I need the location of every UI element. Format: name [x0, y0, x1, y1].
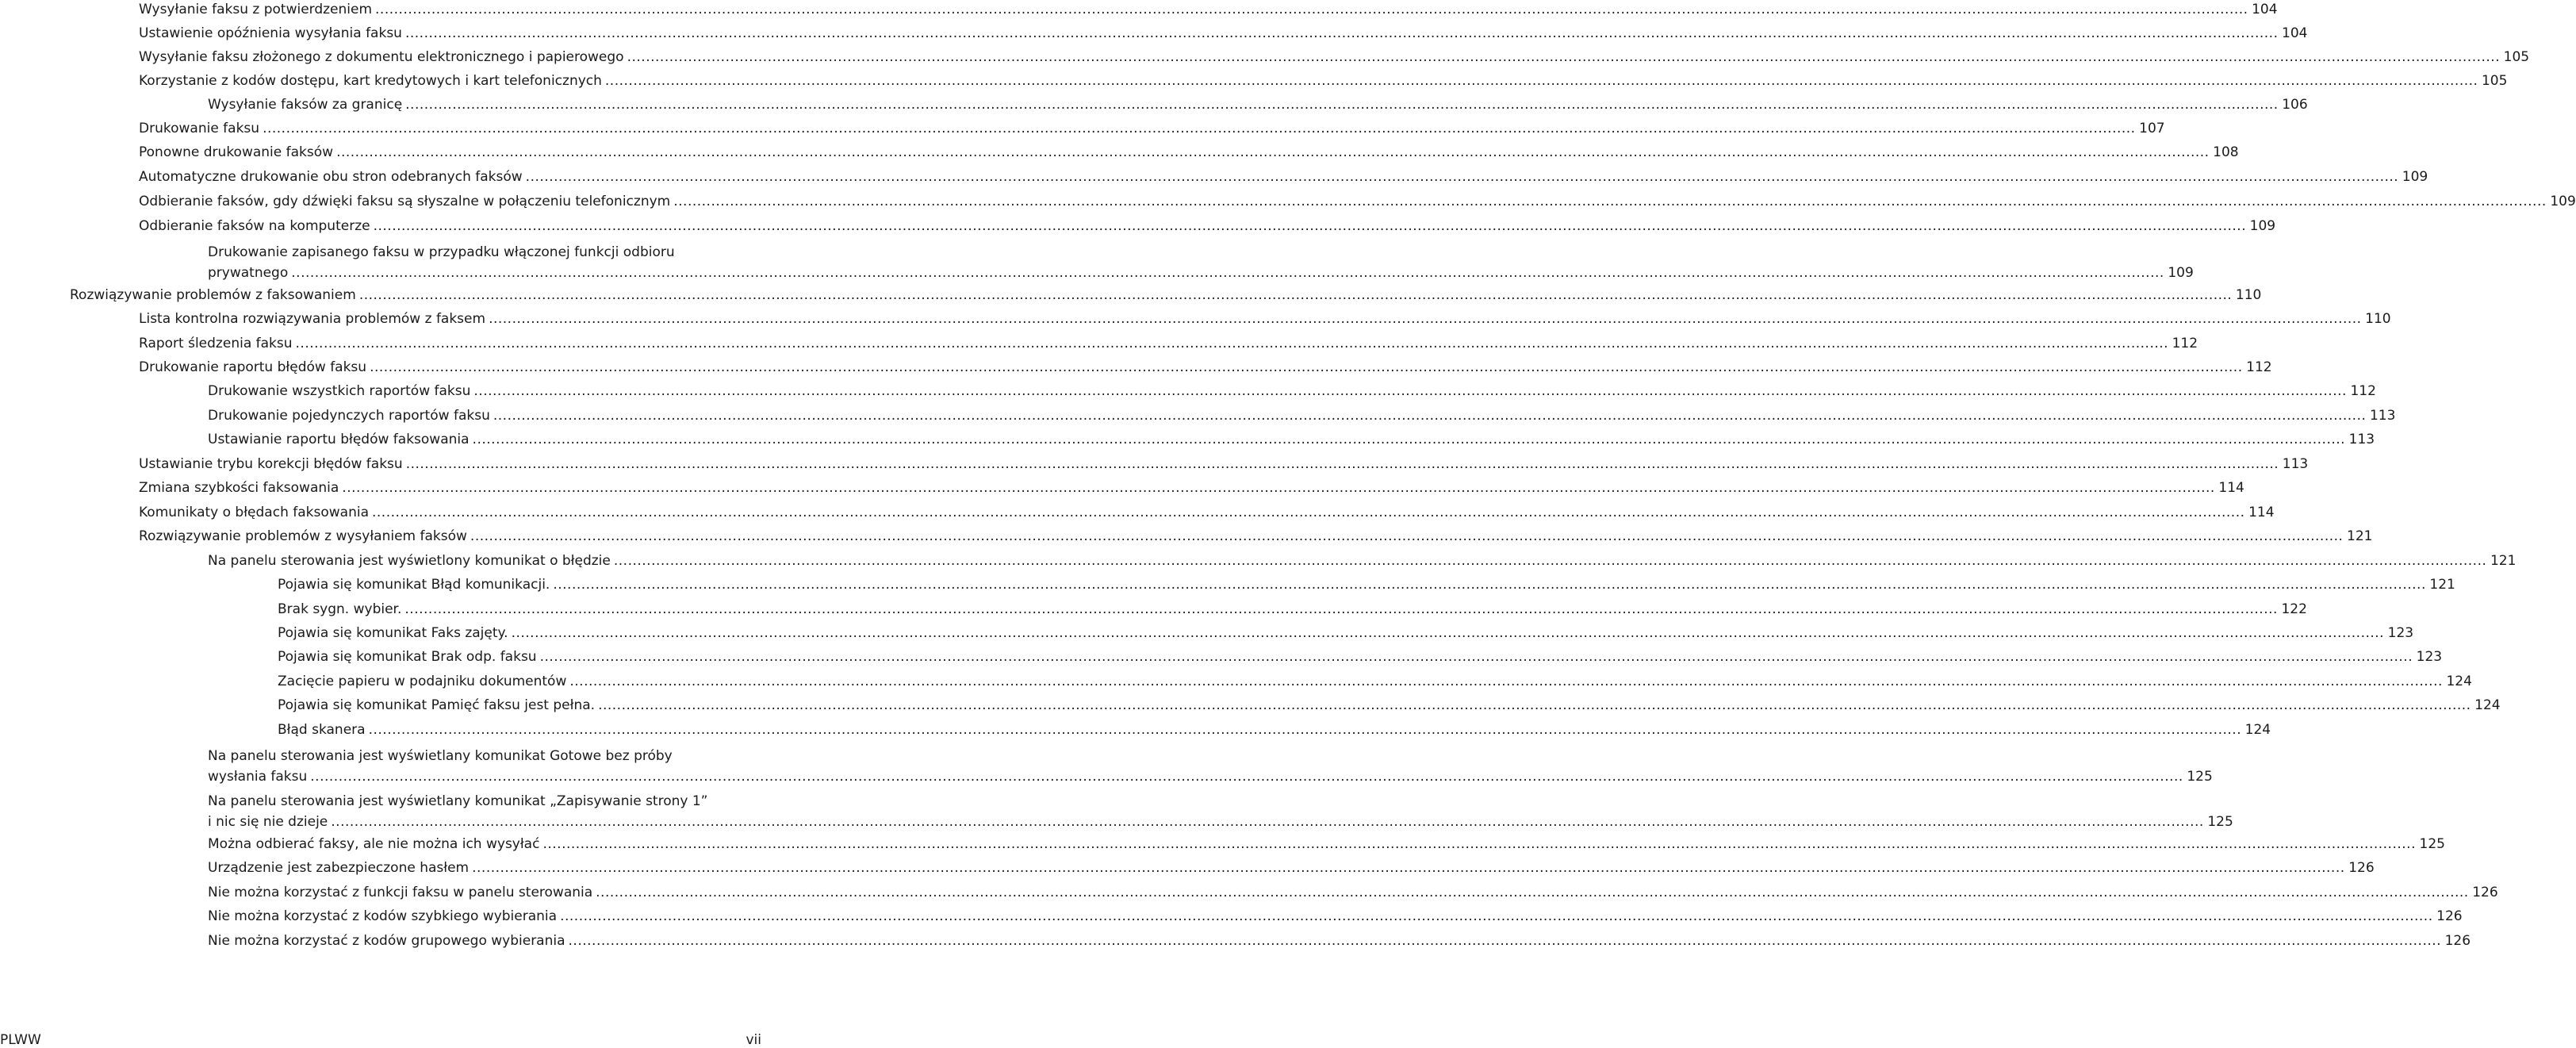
- toc-entry-title: Pojawia się komunikat Błąd komunikacji.: [278, 577, 550, 593]
- toc-entry-title: Nie można korzystać z kodów szybkiego wybierania: [208, 908, 558, 924]
- footer-language-code: PLWW: [0, 1032, 41, 1048]
- toc-entry-page: 113: [2348, 432, 2375, 447]
- toc-entry-title: Automatyczne drukowanie obu stron odebranych faksów: [139, 169, 523, 185]
- toc-entry[interactable]: [139, 480, 2244, 496]
- toc-entry-page: 109: [2249, 218, 2276, 234]
- dot-leader: ................................................................................................................................................................................................................................................................................................................................................................................................................: [295, 336, 2169, 351]
- toc-entry-page: 104: [2282, 25, 2308, 41]
- toc-entry-title-cont: i nic się nie dzieje: [208, 814, 328, 830]
- toc-entry[interactable]: [139, 194, 2576, 209]
- dot-leader: ................................................................................................................................................................................................................................................................................................................................................................................................................: [560, 908, 2433, 924]
- toc-entry-page: 109: [2550, 194, 2576, 209]
- toc-entry-title: Na panelu sterowania jest wyświetlany komunikat „Zapisywanie strony 1”: [208, 793, 708, 809]
- dot-leader: ................................................................................................................................................................................................................................................................................................................................................................................................................: [627, 49, 2501, 65]
- toc-entry-title: Odbieranie faksów, gdy dźwięki faksu są słyszalne w połączeniu telefonicznym: [139, 194, 671, 209]
- toc-entry-title: Komunikaty o błędach faksowania: [139, 505, 369, 520]
- toc-entry[interactable]: [278, 674, 2472, 689]
- toc-entry[interactable]: [208, 885, 2498, 900]
- dot-leader: ................................................................................................................................................................................................................................................................................................................................................................................................................: [405, 456, 2279, 472]
- toc-entry[interactable]: [139, 144, 2239, 160]
- toc-entry[interactable]: [208, 908, 2463, 924]
- toc-entry-title: Lista kontrolna rozwiązywania problemów z faksem: [139, 311, 486, 327]
- toc-entry[interactable]: [208, 97, 2308, 113]
- toc-entry[interactable]: [208, 242, 2194, 283]
- dot-leader: ................................................................................................................................................................................................................................................................................................................................................................................................................: [310, 769, 2183, 785]
- toc-entry[interactable]: [139, 528, 2373, 544]
- toc-entry-page: 114: [2248, 505, 2275, 520]
- toc-entry-page: 125: [2419, 836, 2445, 852]
- toc-entry[interactable]: [208, 553, 2517, 569]
- toc-entry-title: Brak sygn. wybier.: [278, 601, 402, 617]
- toc-entry[interactable]: [208, 746, 2213, 787]
- dot-leader: ................................................................................................................................................................................................................................................................................................................................................................................................................: [553, 577, 2426, 593]
- toc-entry-title: Drukowanie faksu: [139, 121, 260, 136]
- toc-entry[interactable]: [208, 860, 2375, 876]
- dot-leader: ................................................................................................................................................................................................................................................................................................................................................................................................................: [525, 169, 2399, 185]
- toc-entry[interactable]: [70, 287, 2262, 303]
- dot-leader: ................................................................................................................................................................................................................................................................................................................................................................................................................: [568, 933, 2442, 949]
- dot-leader: ................................................................................................................................................................................................................................................................................................................................................................................................................: [373, 218, 2247, 234]
- toc-entry-title: Na panelu sterowania jest wyświetlony komunikat o błędzie: [208, 553, 611, 569]
- toc-entry-title: Rozwiązywanie problemów z wysyłaniem faksów: [139, 528, 467, 544]
- toc-entry-page: 110: [2235, 287, 2262, 303]
- toc-entry-page: 113: [2369, 408, 2396, 424]
- dot-leader: ................................................................................................................................................................................................................................................................................................................................................................................................................: [372, 505, 2245, 520]
- toc-entry[interactable]: [208, 383, 2376, 399]
- toc-entry-title: Ponowne drukowanie faksów: [139, 144, 334, 160]
- toc-entry-title: Nie można korzystać z kodów grupowego wybierania: [208, 933, 565, 949]
- toc-entry-title: Pojawia się komunikat Faks zajęty.: [278, 625, 508, 641]
- toc-entry-page: 104: [2252, 2, 2278, 17]
- toc-entry-page: 110: [2365, 311, 2391, 327]
- toc-entry-title: Odbieranie faksów na komputerze: [139, 218, 370, 234]
- dot-leader: ................................................................................................................................................................................................................................................................................................................................................................................................................: [613, 553, 2487, 569]
- toc-entry[interactable]: [208, 933, 2471, 949]
- toc-entry-page: 105: [2481, 73, 2508, 89]
- toc-entry[interactable]: [278, 577, 2455, 593]
- dot-leader: ................................................................................................................................................................................................................................................................................................................................................................................................................: [569, 674, 2443, 689]
- toc-entry-page: 126: [2436, 908, 2463, 924]
- toc-entry[interactable]: [139, 2, 2278, 17]
- toc-entry[interactable]: [139, 218, 2276, 234]
- toc-entry[interactable]: [208, 408, 2396, 424]
- toc-entry-title: Ustawianie trybu korekcji błędów faksu: [139, 456, 403, 472]
- toc-entry-page: 126: [2444, 933, 2471, 949]
- toc-entry[interactable]: [139, 456, 2309, 472]
- toc-entry-title-cont: wysłania faksu: [208, 769, 308, 785]
- toc-entry-page: 105: [2503, 49, 2530, 65]
- toc-entry-title: Urządzenie jest zabezpieczone hasłem: [208, 860, 470, 876]
- dot-leader: ................................................................................................................................................................................................................................................................................................................................................................................................................: [511, 625, 2385, 641]
- toc-entry-title: Błąd skanera: [278, 722, 366, 738]
- toc-entry[interactable]: [139, 336, 2198, 351]
- dot-leader: ................................................................................................................................................................................................................................................................................................................................................................................................................: [375, 2, 2248, 17]
- dot-leader: ................................................................................................................................................................................................................................................................................................................................................................................................................: [331, 814, 2204, 830]
- dot-leader: ................................................................................................................................................................................................................................................................................................................................................................................................................: [539, 649, 2413, 665]
- toc-entry-title: Na panelu sterowania jest wyświetlany komunikat Gotowe bez próby: [208, 748, 673, 764]
- dot-leader: ................................................................................................................................................................................................................................................................................................................................................................................................................: [404, 25, 2279, 41]
- dot-leader: ................................................................................................................................................................................................................................................................................................................................................................................................................: [342, 480, 2215, 496]
- toc-entry-page: 112: [2350, 383, 2376, 399]
- toc-entry-page: 126: [2348, 860, 2375, 876]
- dot-leader: ................................................................................................................................................................................................................................................................................................................................................................................................................: [673, 194, 2547, 209]
- dot-leader: ................................................................................................................................................................................................................................................................................................................................................................................................................: [542, 836, 2416, 852]
- dot-leader: ................................................................................................................................................................................................................................................................................................................................................................................................................: [368, 722, 2242, 738]
- toc-entry-title: Ustawienie opóźnienia wysyłania faksu: [139, 25, 402, 41]
- toc-entry[interactable]: [139, 505, 2275, 520]
- toc-entry-page: 107: [2139, 121, 2165, 136]
- toc-entry-title: Raport śledzenia faksu: [139, 336, 293, 351]
- toc-entry-page: 123: [2416, 649, 2443, 665]
- toc-entry[interactable]: [278, 722, 2271, 738]
- toc-entry[interactable]: [139, 73, 2508, 89]
- dot-leader: ................................................................................................................................................................................................................................................................................................................................................................................................................: [493, 408, 2367, 424]
- dot-leader: ................................................................................................................................................................................................................................................................................................................................................................................................................: [604, 73, 2478, 89]
- toc-entry-title: Zmiana szybkości faksowania: [139, 480, 339, 496]
- toc-entry-page: 112: [2172, 336, 2198, 351]
- toc-entry-title: Wysyłanie faksu z potwierdzeniem: [139, 2, 373, 17]
- toc-entry-page: 126: [2472, 885, 2498, 900]
- toc-entry-title: Wysyłanie faksów za granicę: [208, 97, 403, 113]
- toc-entry-page: 125: [2207, 814, 2233, 830]
- toc-entry-continuation: [208, 766, 2213, 787]
- toc-entry-page: 124: [2446, 674, 2472, 689]
- toc-entry-title: Można odbierać faksy, ale nie można ich wysyłać: [208, 836, 540, 852]
- dot-leader: ................................................................................................................................................................................................................................................................................................................................................................................................................: [405, 97, 2279, 113]
- dot-leader: ................................................................................................................................................................................................................................................................................................................................................................................................................: [470, 528, 2344, 544]
- toc-entry-title: Pojawia się komunikat Pamięć faksu jest pełna.: [278, 697, 596, 713]
- toc-entry-page: 112: [2246, 359, 2272, 375]
- toc-entry[interactable]: [139, 169, 2428, 185]
- toc-entry-continuation: [208, 812, 2233, 832]
- toc-entry-page: 123: [2387, 625, 2414, 641]
- toc-entry-page: 114: [2218, 480, 2244, 496]
- toc-entry[interactable]: [278, 625, 2414, 641]
- toc-entry[interactable]: [278, 697, 2501, 713]
- toc-entry[interactable]: [139, 25, 2308, 41]
- toc-entry-page: 121: [2490, 553, 2517, 569]
- toc-entry-page: 106: [2282, 97, 2308, 113]
- toc-entry-title: Ustawianie raportu błędów faksowania: [208, 432, 470, 447]
- dot-leader: ................................................................................................................................................................................................................................................................................................................................................................................................................: [263, 121, 2136, 136]
- toc-entry-page: 121: [2347, 528, 2373, 544]
- toc-entry-title: Drukowanie pojedynczych raportów faksu: [208, 408, 490, 424]
- toc-entry-page: 124: [2244, 722, 2271, 738]
- dot-leader: ................................................................................................................................................................................................................................................................................................................................................................................................................: [472, 860, 2345, 876]
- footer-page-number: vii: [746, 1032, 761, 1048]
- toc-entry-title: Pojawia się komunikat Brak odp. faksu: [278, 649, 537, 665]
- toc-entry-page: 125: [2187, 769, 2213, 785]
- dot-leader: ................................................................................................................................................................................................................................................................................................................................................................................................................: [358, 287, 2233, 303]
- toc-entry-page: 124: [2474, 697, 2501, 713]
- toc-entry-title: Zacięcie papieru w podajniku dokumentów: [278, 674, 567, 689]
- dot-leader: ................................................................................................................................................................................................................................................................................................................................................................................................................: [472, 432, 2346, 447]
- toc-entry-page: 121: [2429, 577, 2455, 593]
- toc-entry[interactable]: [139, 311, 2391, 327]
- toc-entry[interactable]: [139, 121, 2165, 136]
- toc-entry[interactable]: [208, 432, 2375, 447]
- toc-entry-title: Wysyłanie faksu złożonego z dokumentu elektronicznego i papierowego: [139, 49, 624, 65]
- dot-leader: ................................................................................................................................................................................................................................................................................................................................................................................................................: [404, 601, 2278, 617]
- toc-entry-title: Rozwiązywanie problemów z faksowaniem: [70, 287, 356, 303]
- toc-entry[interactable]: [139, 49, 2530, 65]
- toc-entry-page: 113: [2282, 456, 2309, 472]
- toc-entry-page: 109: [2402, 169, 2428, 185]
- toc-entry-page: 108: [2213, 144, 2239, 160]
- toc-entry-title: Drukowanie zapisanego faksu w przypadku włączonej funkcji odbioru: [208, 244, 675, 260]
- toc-entry-page: 109: [2168, 265, 2194, 281]
- toc-entry[interactable]: [208, 836, 2445, 852]
- toc-entry-title: Drukowanie wszystkich raportów faksu: [208, 383, 471, 399]
- dot-leader: ................................................................................................................................................................................................................................................................................................................................................................................................................: [596, 885, 2469, 900]
- toc-entry-title: Korzystanie z kodów dostępu, kart kredytowych i kart telefonicznych: [139, 73, 602, 89]
- dot-leader: ................................................................................................................................................................................................................................................................................................................................................................................................................: [336, 144, 2210, 160]
- toc-entry-continuation: [208, 263, 2194, 283]
- toc-entry[interactable]: [139, 359, 2272, 375]
- toc-entry[interactable]: [278, 601, 2307, 617]
- toc-entry-page: 122: [2281, 601, 2307, 617]
- toc-entry-title: Drukowanie raportu błędów faksu: [139, 359, 367, 375]
- dot-leader: ................................................................................................................................................................................................................................................................................................................................................................................................................: [598, 697, 2471, 713]
- dot-leader: ................................................................................................................................................................................................................................................................................................................................................................................................................: [291, 265, 2164, 281]
- dot-leader: ................................................................................................................................................................................................................................................................................................................................................................................................................: [370, 359, 2243, 375]
- toc-entry[interactable]: [278, 649, 2443, 665]
- toc-entry-title-cont: prywatnego: [208, 265, 289, 281]
- dot-leader: ................................................................................................................................................................................................................................................................................................................................................................................................................: [489, 311, 2362, 327]
- toc-entry-title: Nie można korzystać z funkcji faksu w panelu sterowania: [208, 885, 593, 900]
- dot-leader: ................................................................................................................................................................................................................................................................................................................................................................................................................: [473, 383, 2347, 399]
- toc-entry[interactable]: [208, 791, 2233, 832]
